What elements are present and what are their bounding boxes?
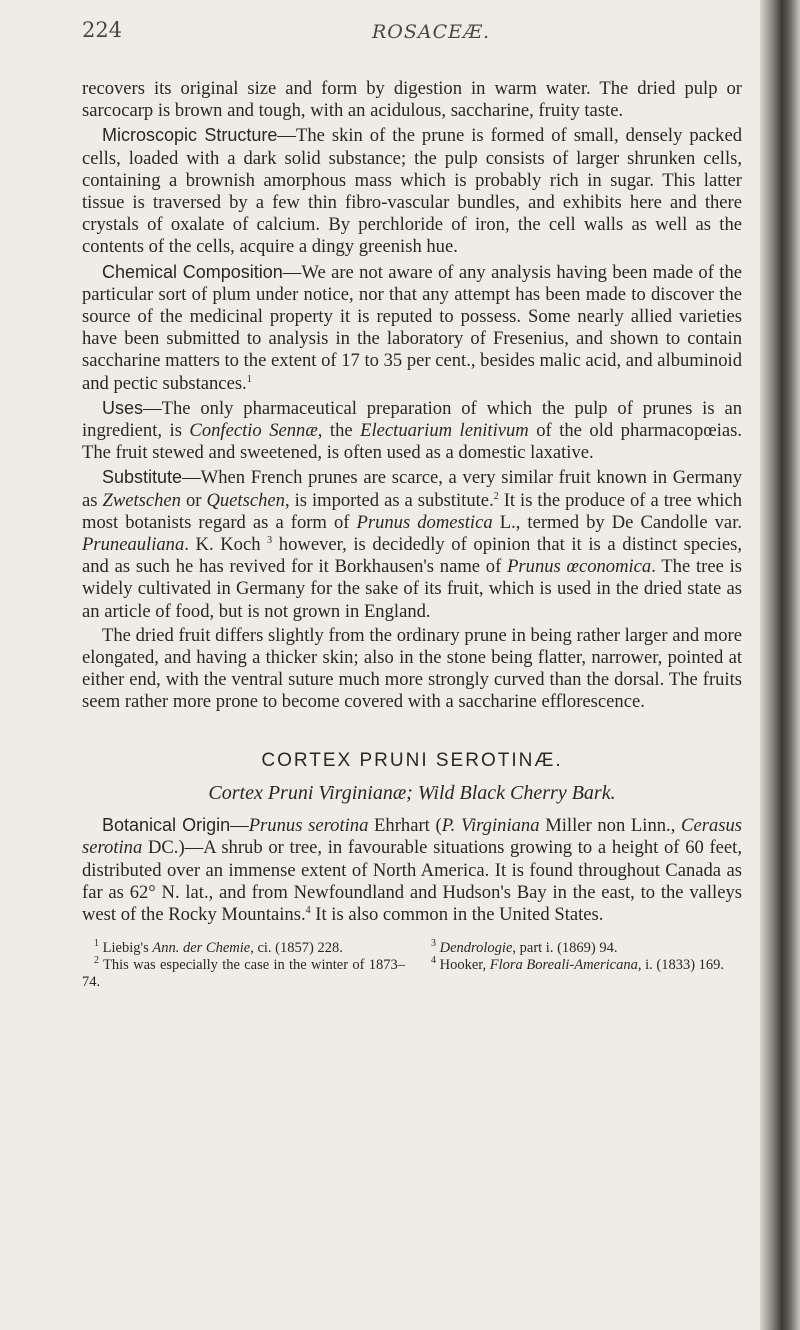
text-run: Ehrhart (	[368, 815, 442, 837]
paragraph-chemical-composition	[82, 261, 742, 395]
text-run: The dried fruit differs slightly from the ordinary prune in being rather larger and more elongated, and having a thicker skin; also in the stone being flatter, narrower, pointed at either end, with the ventral suture much more strongly curved than the dorsal. The fruits seem rather more prone to become covered with a saccharine efflorescence.	[82, 624, 742, 713]
footnote-ref: 4	[305, 904, 311, 916]
page-number: 224	[82, 18, 123, 42]
run-in-heading: Uses	[102, 397, 144, 418]
italic-run: Ann. der Chemie	[152, 940, 251, 957]
section-subtitle: Cortex Pruni Virginianæ; Wild Black Cherry Bark.	[208, 781, 616, 804]
footnote-1	[82, 940, 405, 957]
run-in-heading: Substitute	[102, 467, 183, 488]
footnote-ref: 2	[94, 955, 99, 967]
footnote-3	[419, 940, 742, 957]
body-text	[82, 78, 742, 991]
footnote-ref: 4	[431, 955, 436, 967]
text-run: of the old pharmacopœias. The fruit stewed and sweetened, is often used as a domestic laxative.	[82, 420, 742, 464]
paragraph-uses	[82, 397, 742, 465]
text-run: or	[180, 489, 207, 511]
text-run: , the	[317, 420, 361, 442]
paragraph-botanical-origin	[82, 814, 742, 926]
text-run: This was especially the case in the winter of 1873–74.	[82, 957, 405, 991]
text-run: , is imported as a substitute.	[284, 489, 494, 511]
paragraph	[82, 78, 742, 122]
italic-run: Pruneauliana	[82, 534, 185, 556]
text-run: DC.)—A shrub or tree, in favourable situations growing to a height of 60 feet, distributed over an immense extent of North America. It is found throughout Canada as far as 62° N. lat., and from Newfoundland and Hudson's Bay in the east, to the valleys west of the Rocky Mountains.	[82, 837, 742, 925]
footnote-2	[82, 957, 405, 991]
text-run: recovers its original size and form by digestion in warm water. The dried pulp or sarcocarp is brown and tough, with an acidulous, saccharine, fruity taste.	[82, 78, 742, 122]
text-run: Miller non Linn.,	[539, 815, 682, 837]
running-head	[82, 18, 720, 52]
footnote-4	[419, 957, 742, 974]
footnotes-left-column	[82, 940, 405, 991]
text-run: —The skin of the prune is formed of small, densely packed cells, loaded with a dark solid substance; the pulp consists of larger shrunken cells, containing a brownish amorphous mass which is probably rich in sugar. This latter tissue is traversed by a few thin fibro-vascular bundles, and exhibits here and there crystals of oxalate of calcium. By perchloride of iron, the cell walls as well as the contents of the cells, acquire a dingy greenish hue.	[82, 125, 742, 258]
paragraph-substitute	[82, 466, 742, 622]
footnote-ref: 1	[246, 373, 252, 385]
text-run: —We are not aware of any analysis having been made of the particular sort of plum under notice, nor that any attempt has been made to discover the source of the medicinal property it is reputed to possess. Some nearly allied varieties have been submitted to analysis in the laboratory of Fresenius, and shown to contain saccharine matters to the extent of 17 to 35 per cent., besides malic acid, and albuminoid and pectic substances.	[82, 261, 742, 394]
italic-run: Electuarium lenitivum	[360, 420, 529, 442]
italic-run: Flora Boreali-Americana	[489, 957, 638, 974]
italic-run: P. Virginiana	[441, 815, 540, 837]
text-run: . The tree is widely cultivated in Germany for the sake of its fruit, which is used in the dried state as an article of food, but is not grown in England.	[82, 556, 743, 622]
book-binding-edge	[760, 0, 800, 1330]
run-in-heading: Botanical Origin	[102, 815, 231, 836]
text-run: —The only pharmaceutical preparation of which the pulp of prunes is an ingredient, is	[82, 397, 742, 442]
text-run: Liebig's	[99, 940, 153, 957]
footnote-ref: 1	[94, 938, 99, 950]
text-run: Hooker,	[436, 957, 490, 974]
text-run: however, is decidedly of opinion that it is a distinct species, and as such he has revived for it Borkhausen's name of	[82, 534, 742, 578]
italic-run: Confectio Sennæ	[189, 420, 318, 442]
footnote-ref: 3	[431, 938, 436, 950]
run-in-heading: Microscopic Structure	[102, 125, 278, 146]
italic-run: Cerasus serotina	[82, 815, 743, 859]
paragraph-dried-fruit	[82, 625, 742, 714]
footnotes-right-column	[419, 940, 742, 991]
text-run: , part i. (1869) 94.	[512, 940, 618, 957]
paragraph-microscopic-structure	[82, 124, 742, 258]
text-run: It is also common in the United States.	[310, 903, 604, 925]
italic-run: Quetschen	[206, 489, 285, 511]
text-run: , i. (1833) 169.	[637, 957, 725, 974]
text-run: —	[230, 815, 249, 837]
run-in-heading: Chemical Composition	[102, 261, 283, 282]
footnote-ref: 2	[493, 490, 499, 502]
text-run: . K. Koch	[184, 534, 268, 556]
italic-run: Dendrologie	[439, 940, 513, 957]
footnotes	[82, 940, 742, 991]
italic-run: Prunus œconomica	[507, 556, 652, 578]
footnote-ref: 3	[267, 534, 273, 546]
section-title: CORTEX PRUNI SEROTINÆ.	[261, 749, 563, 771]
italic-run: Prunus serotina	[248, 815, 369, 837]
text-run: —When French prunes are scarce, a very similar fruit known in Germany as	[82, 467, 742, 511]
text-run: , ci. (1857) 228.	[250, 940, 343, 957]
text-run: It is the produce of a tree which most botanists regard as a form of	[82, 489, 743, 533]
italic-run: Prunus domestica	[356, 511, 493, 533]
italic-run: Zwetschen	[102, 489, 181, 511]
running-title: ROSACEÆ.	[372, 21, 491, 43]
text-run: L., termed by De Candolle var.	[492, 511, 743, 533]
